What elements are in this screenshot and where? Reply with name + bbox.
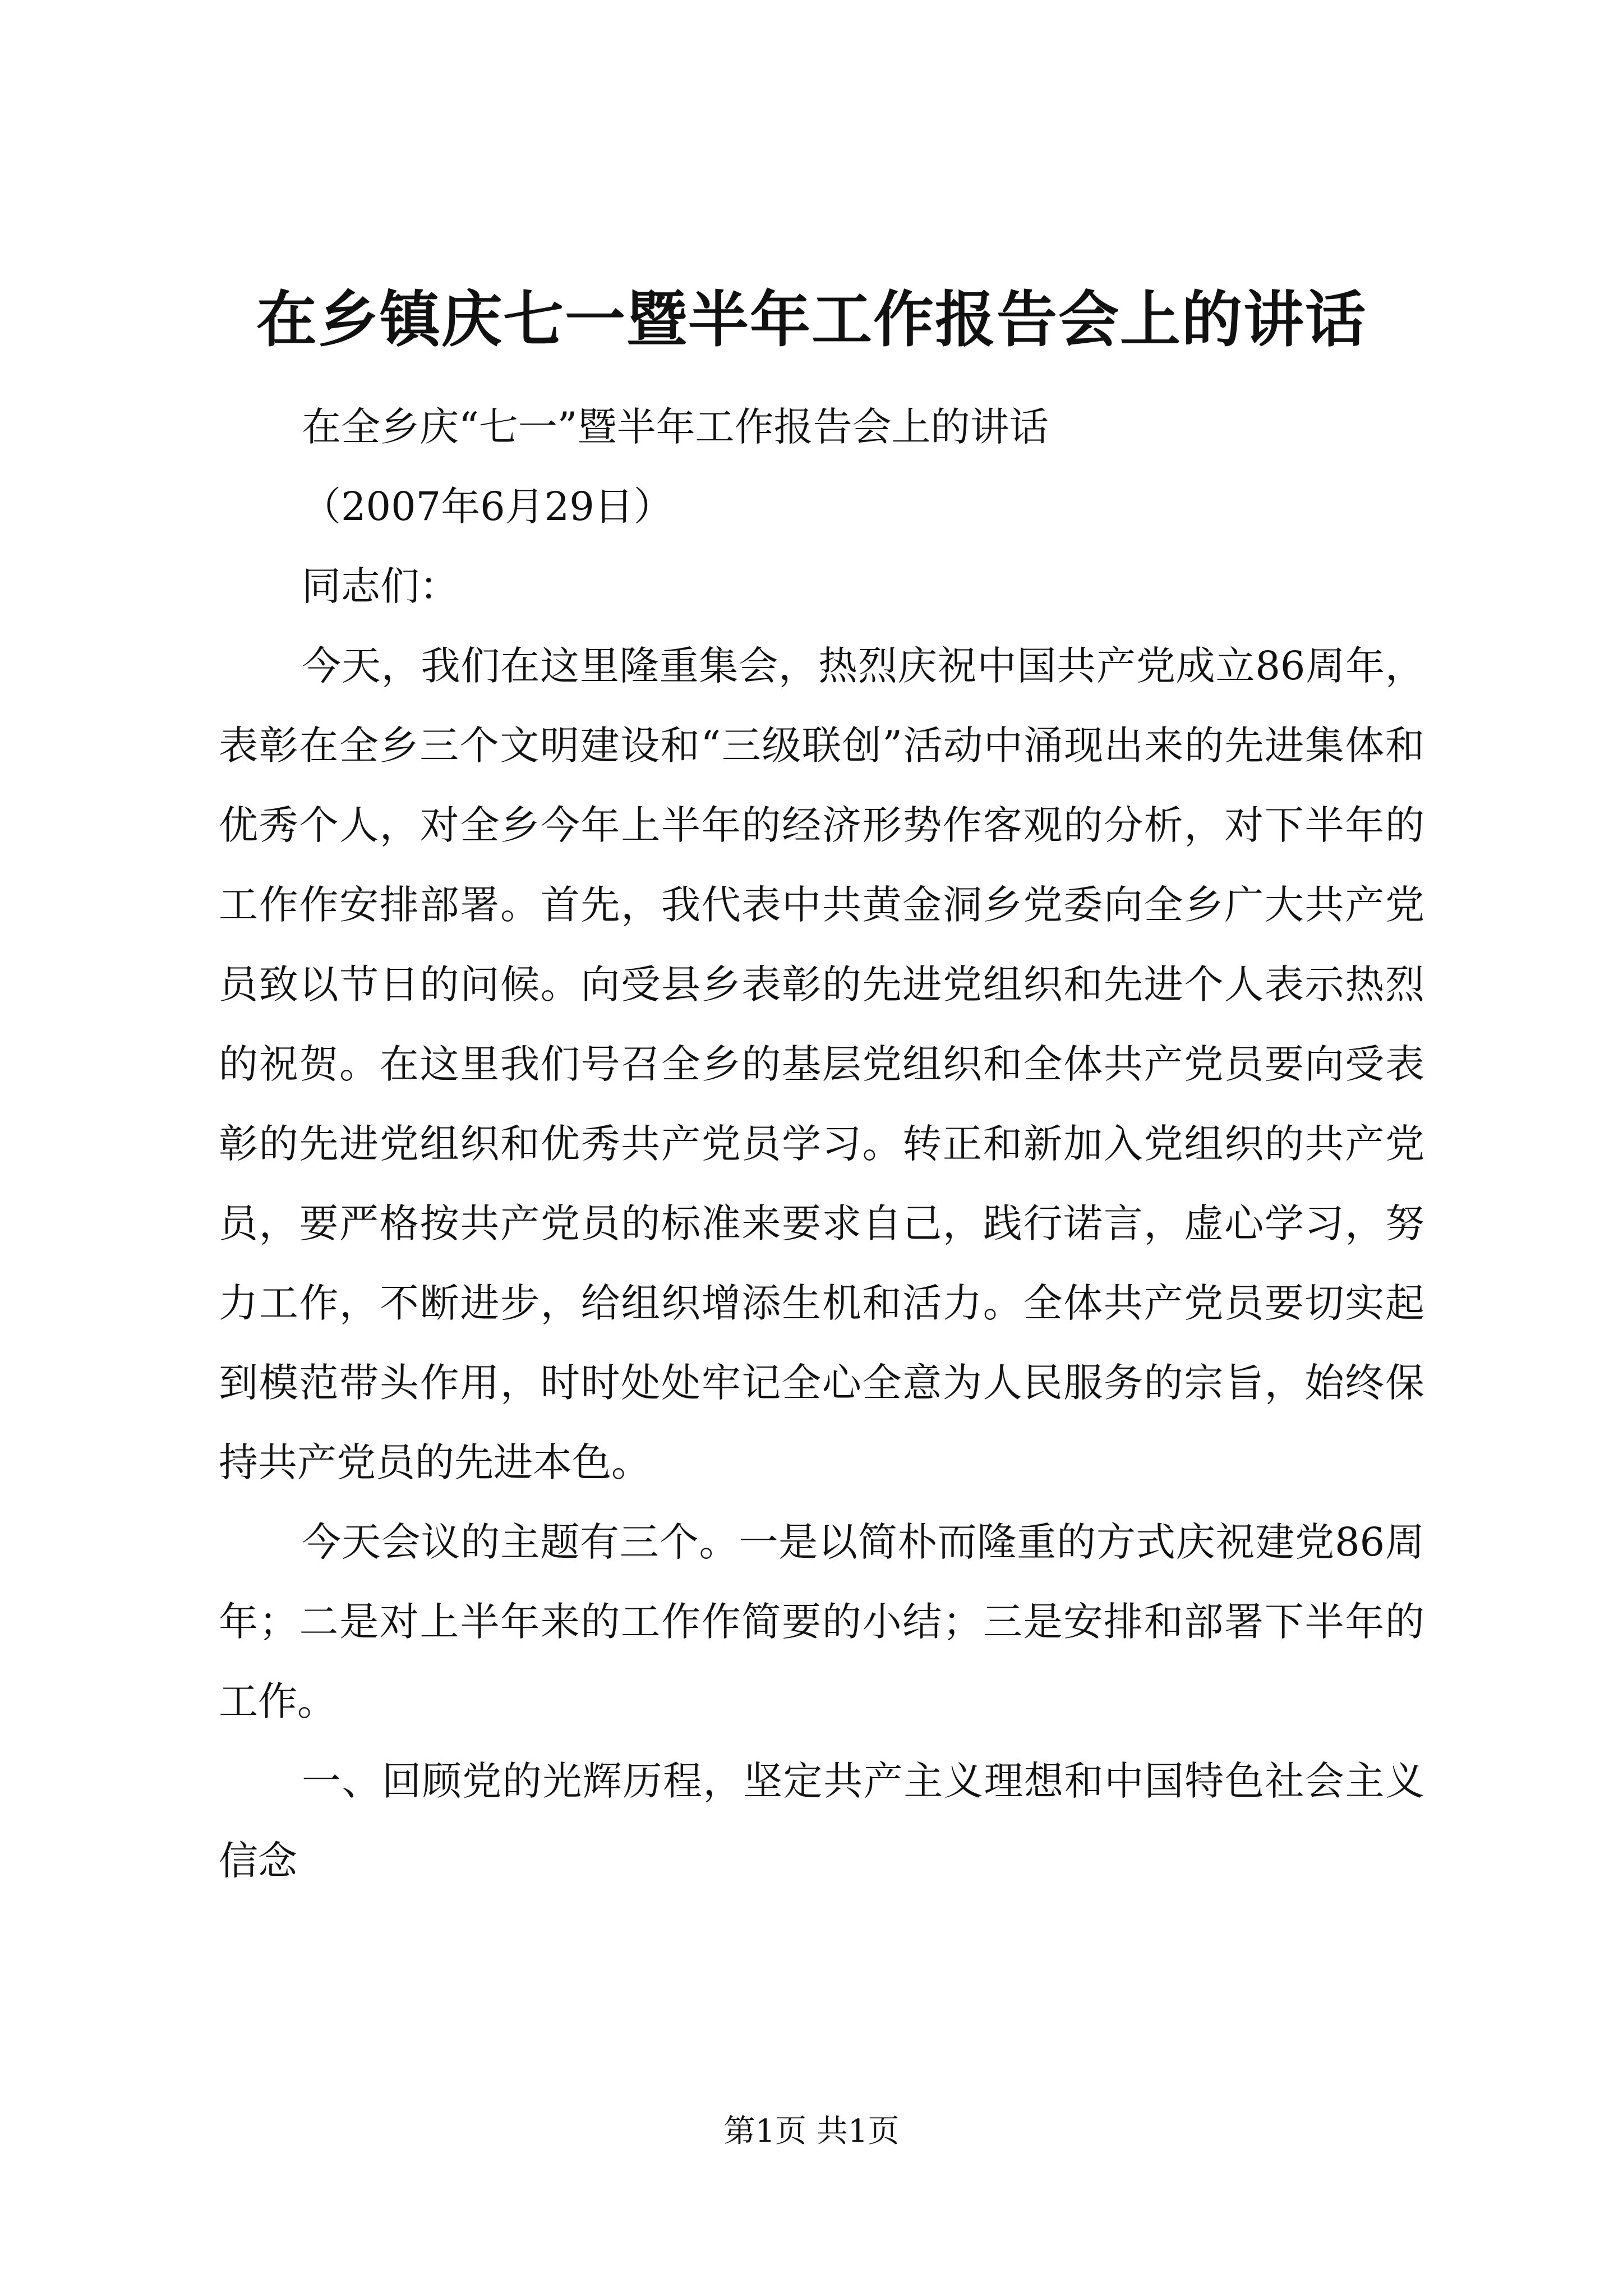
- page-number-footer: 第1页 共1页: [723, 2113, 900, 2150]
- subtitle: 在全乡庆“七一”暨半年工作报告会上的讲话: [302, 404, 1049, 450]
- document-body: [219, 387, 1424, 1901]
- speech-date: （2007年6月29日）: [302, 484, 673, 530]
- paragraph-1: 今天，我们在这里隆重集会，热烈庆祝中国共产党成立86周年，表彰在全乡三个文明建设和“三级联创”活动中涌现出来的先进集体和优秀个人，对全乡今年上半年的经济形势作客观的分析，对下半年的工作作安排部署。首先，我代表中共黄金洞乡党委向全乡广大共产党员致以节日的问候。向受县乡表彰的先进党组织和先进个人表示热烈的祝贺。在这里我们号召全乡的基层党组织和全体共产党员要向受表彰的先进党组织和优秀共产党员学习。转正和新加入党组织的共产党员，要严格按共产党员的标准来要求自己，践行诺言，虚心学习，努力工作，不断进步，给组织增添生机和活力。全体共产党员要切实起到模范带头作用，时时处处牢记全心全意为人民服务的宗旨，始终保持共产党员的先进本色。: [219, 643, 1424, 1485]
- section-heading-1: 一、回顾党的光辉历程，坚定共产主义理想和中国特色社会主义信念: [219, 1758, 1424, 1884]
- salutation: 同志们：: [302, 563, 459, 609]
- document-title: 在乡镇庆七一暨半年工作报告会上的讲话: [256, 284, 1367, 355]
- paragraph-2: 今天会议的主题有三个。一是以简朴而隆重的方式庆祝建党86周年；二是对上半年来的工作作简要的小结；三是安排和部署下半年的工作。: [219, 1519, 1424, 1724]
